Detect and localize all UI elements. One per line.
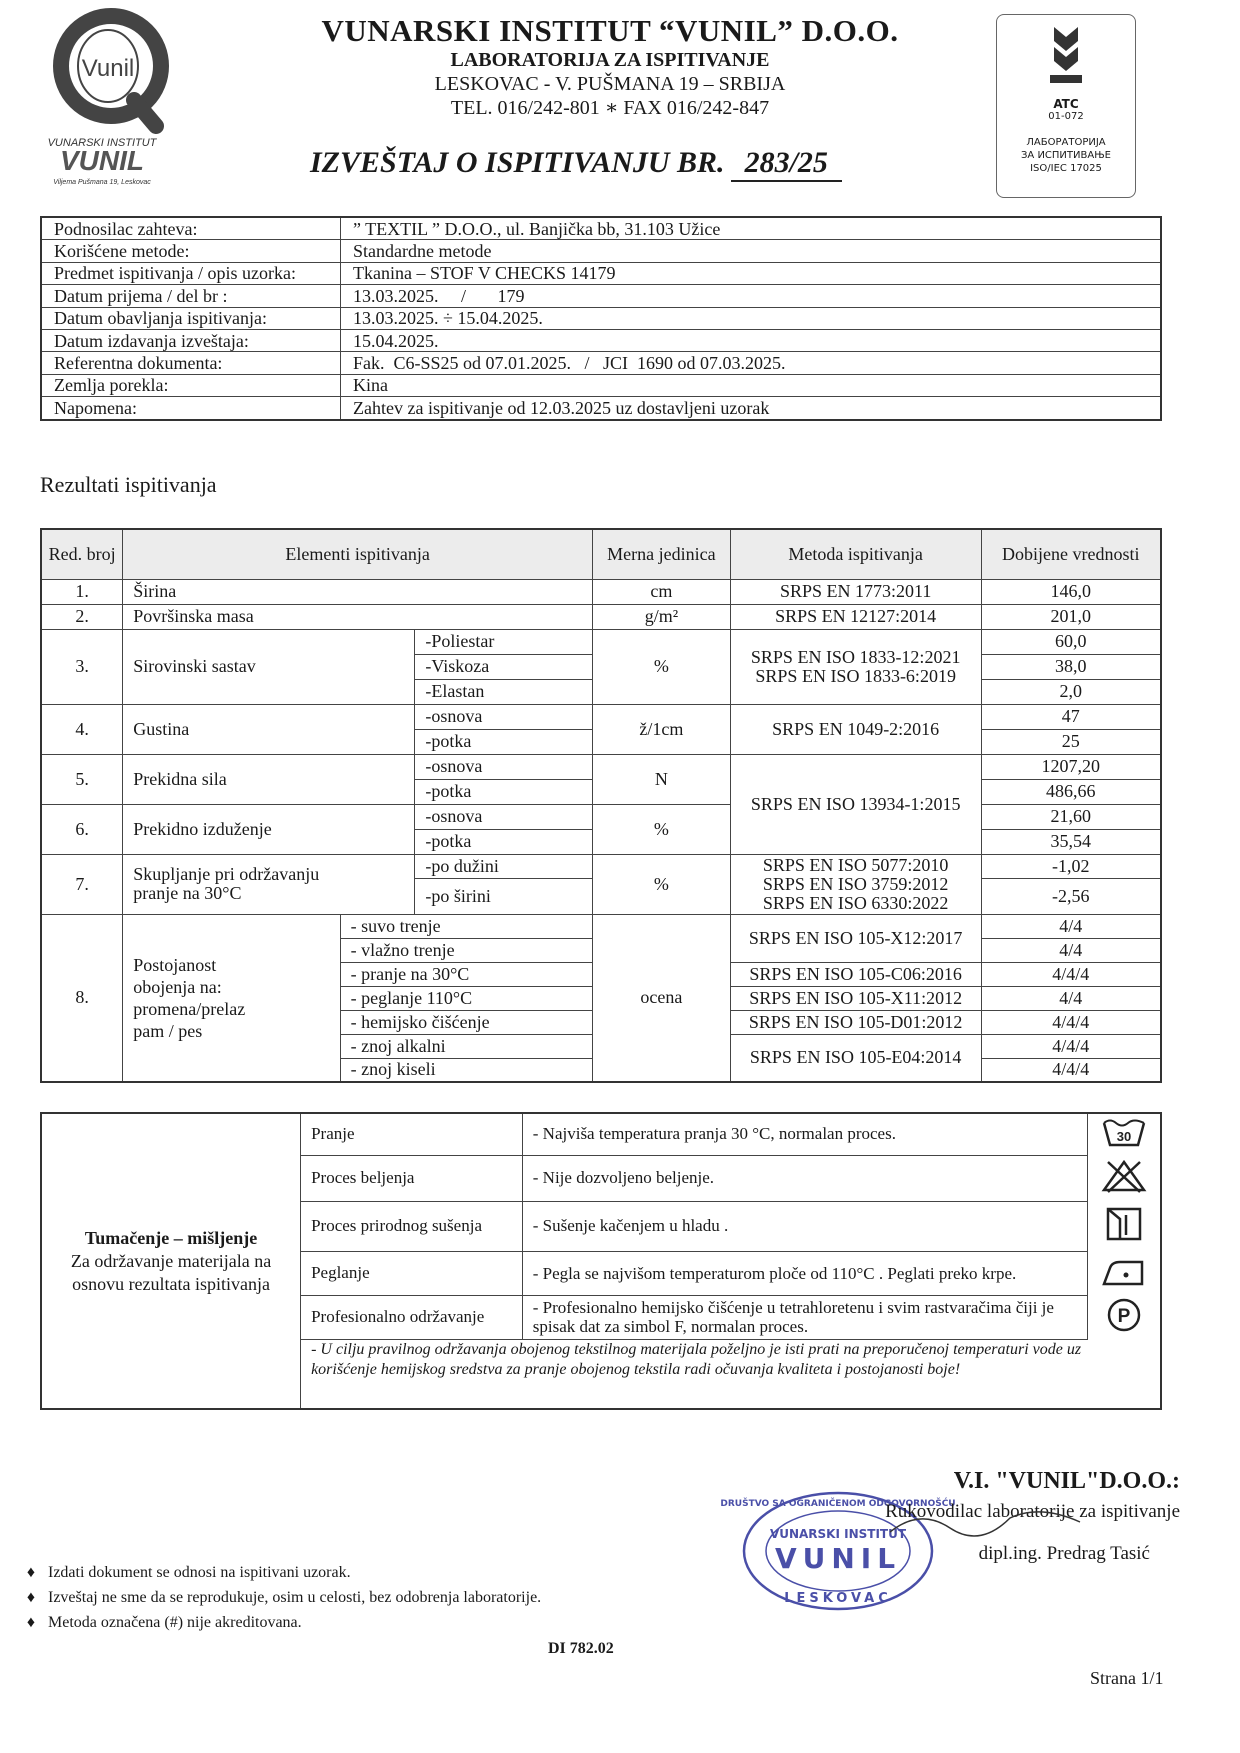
info-row [41,352,1161,374]
method [730,629,981,704]
sub-element: - suvo trenje [340,914,592,938]
unit: % [592,629,730,704]
result-value: 1207,20 [981,754,1161,779]
logo-text: Vunil [81,55,135,82]
iron-low-icon [1087,1251,1161,1295]
sub-element: -potka [415,779,593,804]
lab-name: LABORATORIJA ZA ISPITIVANJE [450,49,770,71]
result-value: 201,0 [981,604,1161,629]
care-text: - Sušenje kačenjem u hladu . [522,1201,1087,1251]
table-row [41,579,1161,604]
sub-element: - vlažno trenje [340,938,592,962]
test-element [123,914,340,1082]
sub-element: - pranje na 30°C [340,962,592,986]
table-row [41,854,1161,878]
result-value: -2,56 [981,878,1161,914]
sub-element: -osnova [415,754,593,779]
sub-element: -potka [415,829,593,854]
result-value: 4/4 [981,938,1161,962]
row-number: 7. [41,854,123,914]
result-value: 486,66 [981,779,1161,804]
method: SRPS EN ISO 13934-1:2015 [730,754,981,854]
signature-company: V.I. "VUNIL"D.O.O.: [953,1468,1180,1494]
info-label: Referentna dokumenta: [41,352,341,374]
svg-text:P: P [1117,1305,1131,1327]
lab-address: LESKOVAC - V. PUŠMANA 19 – SRBIJA [434,73,786,95]
info-label: Korišćene metode: [41,240,341,262]
method: SRPS EN 12127:2014 [730,604,981,629]
sub-element: -osnova [415,804,593,829]
info-value: Zahtev za ispitivanje od 12.03.2025 uz dostavljeni uzorak [341,397,1162,420]
accreditation-badge [996,14,1136,198]
unit: N [592,754,730,804]
atc-line3: ISO/IEC 17025 [1030,163,1102,174]
method [730,854,981,914]
method-line: SRPS EN ISO 5077:2010 [762,854,949,875]
bullet-icon: ♦ [26,1589,36,1606]
logo-caption-address: Viljema Pušmana 19, Leskovac [53,179,151,186]
sub-element: -Poliestar [415,629,593,654]
interpretation-subtitle: Za održavanje materijala na osnovu rezultata ispitivanja [70,1250,272,1294]
stamp-brand-text: VUNIL [774,1542,902,1575]
info-value: Kina [341,374,1162,396]
test-element-line: Skupljanje pri održavanju [133,864,320,884]
col-header-unit: Merna jedinica [592,529,730,579]
stamp-top-text: DRUŠTVO SA OGRANIČENOM ODGOVORNOŠĆU [720,1499,956,1509]
test-element-line: pranje na 30°C [133,883,242,903]
care-text: - Pegla se najvišom temperaturom ploče od 110°C . Peglati preko krpe. [522,1251,1087,1295]
interpretation-heading [41,1113,301,1409]
results-table [40,528,1162,1083]
row-number: 6. [41,804,123,854]
result-value: 35,54 [981,829,1161,854]
logo-caption-brand: VUNIL [60,145,144,176]
info-label: Predmet ispitivanja / opis uzorka: [41,262,341,284]
row-number: 8. [41,914,123,1082]
info-label: Podnosilac zahteva: [41,217,341,240]
table-row [41,629,1161,654]
result-value: 146,0 [981,579,1161,604]
row-number: 4. [41,704,123,754]
result-value: 4/4/4 [981,1058,1161,1082]
result-value: 2,0 [981,679,1161,704]
atc-label: ATC [1053,97,1079,111]
lab-phone: TEL. 016/242-801 ∗ FAX 016/242-847 [450,97,770,119]
method-line: SRPS EN ISO 1833-12:2021 [750,646,961,667]
table-row [41,704,1161,729]
table-row [41,804,1161,829]
signature-role: Rukovodilac laboratorije za ispitivanje [885,1501,1180,1522]
col-header-value: Dobijene vrednosti [981,529,1161,579]
test-element-line: Postojanost [133,954,217,975]
test-element [123,854,415,914]
info-row [41,285,1161,307]
info-row [41,240,1161,262]
table-row [41,604,1161,629]
signature-block [880,1468,1180,1565]
info-value: 15.04.2025. [341,329,1162,351]
test-element-line: obojenja na: [133,976,222,997]
info-value: Fak. C6-SS25 od 07.01.2025. / JCI 1690 od 07.03.2025. [341,352,1162,374]
info-value: Standardne metode [341,240,1162,262]
care-label: Pranje [301,1113,523,1155]
org-name: VUNARSKI INSTITUT “VUNIL” D.O.O. [321,13,899,48]
sub-element: - hemijsko čišćenje [340,1010,592,1034]
care-label: Proces beljenja [301,1155,523,1201]
test-element: Širina [123,579,593,604]
result-value: 38,0 [981,654,1161,679]
care-label: Profesionalno održavanje [301,1295,523,1339]
result-value: 4/4/4 [981,1034,1161,1058]
unit: % [592,804,730,854]
line-dry-shade-icon [1087,1201,1161,1251]
result-value: 4/4/4 [981,1010,1161,1034]
result-value: 4/4/4 [981,962,1161,986]
interpretation-title: Tumačenje – mišljenje [84,1227,258,1248]
result-value: 60,0 [981,629,1161,654]
logo-caption-top: VUNARSKI INSTITUT [47,137,157,149]
info-row [41,307,1161,329]
info-label: Zemlja porekla: [41,374,341,396]
unit: cm [592,579,730,604]
stamp-mid-text: VUNARSKI INSTITUT [769,1527,907,1541]
footer-note: ♦ Izveštaj ne sme da se reprodukuje, osim u celosti, bez odobrenja laboratorije. [14,1585,541,1610]
result-value: 21,60 [981,804,1161,829]
signature-name: dipl.ing. Predrag Tasić [978,1543,1150,1564]
footer-notes [14,1560,541,1635]
care-label: Proces prirodnog sušenja [301,1201,523,1251]
info-value: ” TEXTIL ” D.O.O., ul. Banjička bb, 31.103 Užice [341,217,1162,240]
info-label: Datum izdavanja izveštaja: [41,329,341,351]
method-line: SRPS EN ISO 6330:2022 [762,892,949,913]
atc-line2: ЗА ИСПИТИВАЊЕ [1021,150,1111,161]
method-line: SRPS EN ISO 1833-6:2019 [755,665,956,686]
result-value: -1,02 [981,854,1161,878]
unit: % [592,854,730,914]
page-number: Strana 1/1 [1090,1668,1164,1688]
test-element: Gustina [123,704,415,754]
row-number: 1. [41,579,123,604]
report-title-text: IZVEŠTAJ O ISPITIVANJU BR. [310,146,725,179]
info-value: 13.03.2025. / 179 [341,285,1162,307]
result-value: 25 [981,729,1161,754]
dry-clean-p-icon [1087,1295,1161,1339]
header-block [260,14,960,120]
method: SRPS EN 1049-2:2016 [730,704,981,754]
info-label: Napomena: [41,397,341,420]
bullet-icon: ♦ [26,1614,36,1631]
sub-element: -po dužini [415,854,593,878]
interpretation-table [40,1112,1162,1410]
col-header-method: Metoda ispitivanja [730,529,981,579]
care-text: - Nije dozvoljeno beljenje. [522,1155,1087,1201]
info-label: Datum obavljanja ispitivanja: [41,307,341,329]
unit: ocena [592,914,730,1082]
sub-element: -Viskoza [415,654,593,679]
col-header-element: Elementi ispitivanja [123,529,593,579]
care-text: - Najviša temperatura pranja 30 °C, normalan proces. [522,1113,1087,1155]
row-number: 5. [41,754,123,804]
care-label: Peglanje [301,1251,523,1295]
sub-element: - peglanje 110°C [340,986,592,1010]
info-row [41,397,1161,420]
row-number: 2. [41,604,123,629]
info-value: Tkanina – STOF V CHECKS 14179 [341,262,1162,284]
bullet-icon: ♦ [26,1564,36,1581]
result-value: 4/4 [981,986,1161,1010]
sub-element: - znoj alkalni [340,1034,592,1058]
footer-note: ♦ Izdati dokument se odnosi na ispitivani uzorak. [14,1560,541,1585]
sub-element: -po širini [415,878,593,914]
method: SRPS EN ISO 105-X12:2017 [730,914,981,962]
method: SRPS EN ISO 105-C06:2016 [730,962,981,986]
no-bleach-icon [1087,1155,1161,1201]
row-number: 3. [41,629,123,704]
info-value: 13.03.2025. ÷ 15.04.2025. [341,307,1162,329]
test-element: Prekidno izduženje [123,804,415,854]
sub-element: - znoj kiseli [340,1058,592,1082]
atc-mark-icon [1036,23,1096,89]
table-row [41,914,1161,938]
atc-line1: ЛАБОРАТОРИЈА [1026,137,1106,148]
result-value: 4/4 [981,914,1161,938]
test-element-line: pam / pes [133,1020,203,1041]
request-info-table [40,216,1162,421]
care-row [41,1113,1161,1155]
care-text: - Profesionalno hemijsko čišćenje u tetrahloretenu i svim rastvaračima čiji je spisak dat za simbol F, normalan proces. [522,1295,1087,1339]
svg-text:30: 30 [1116,1129,1131,1144]
unit: ž/1cm [592,704,730,754]
method: SRPS EN ISO 105-X11:2012 [730,986,981,1010]
test-element: Površinska masa [123,604,593,629]
method: SRPS EN ISO 105-E04:2014 [730,1034,981,1082]
info-row [41,374,1161,396]
document-code: DI 782.02 [548,1640,614,1657]
info-row [41,217,1161,240]
test-element: Prekidna sila [123,754,415,804]
results-title: Rezultati ispitivanja [40,472,217,497]
report-number: 283/25 [731,146,842,182]
atc-code: 01-072 [1048,111,1084,122]
method: SRPS EN ISO 105-D01:2012 [730,1010,981,1034]
stamp-bottom-text: LESKOVAC [784,1591,892,1606]
method: SRPS EN 1773:2011 [730,579,981,604]
info-label: Datum prijema / del br : [41,285,341,307]
results-header-row [41,529,1161,579]
test-element-line: promena/prelaz [133,998,246,1019]
method-line: SRPS EN ISO 3759:2012 [762,873,949,894]
institute-logo [36,8,186,188]
info-row [41,262,1161,284]
sub-element: -osnova [415,704,593,729]
col-header-no: Red. broj [41,529,123,579]
care-note: - U cilju pravilnog održavanja obojenog tekstilnog materijala poželjno je isti prati na preporučenoj temperaturi vode uz korišćenje hemijskog sredstva za pranje obojenog tekstila radi očuvanja kvaliteta i postojanosti boje! [311,1340,1082,1378]
footer-note: ♦ Metoda označena (#) nije akreditovana. [14,1610,541,1635]
report-title [310,146,842,182]
test-element: Sirovinski sastav [123,629,415,704]
result-value: 47 [981,704,1161,729]
handwritten-signature [880,1498,1120,1538]
sub-element: -Elastan [415,679,593,704]
sub-element: -potka [415,729,593,754]
unit: g/m² [592,604,730,629]
info-row [41,329,1161,351]
table-row [41,754,1161,779]
wash-30-icon [1087,1113,1161,1155]
